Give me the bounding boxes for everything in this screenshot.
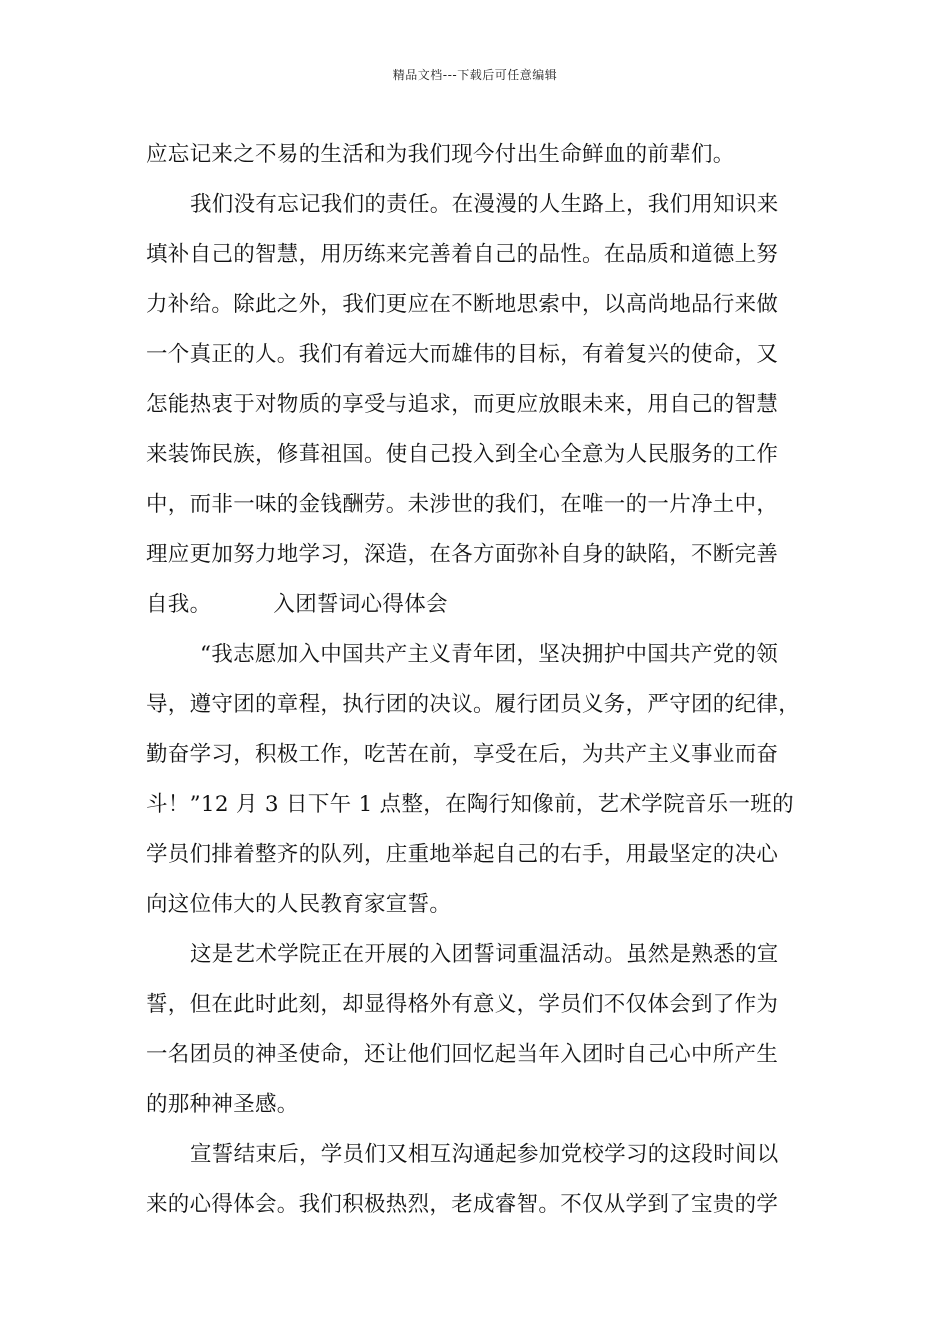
text-line: 导，遵守团的章程，执行团的决议。履行团员义务，严守团的纪律， bbox=[146, 692, 801, 717]
text-line: 中，而非一味的金钱酬劳。未涉世的我们，在唯一的一片净土中， bbox=[146, 492, 779, 517]
text-line: 这是艺术学院正在开展的入团誓词重温活动。虽然是熟悉的宣 bbox=[190, 942, 779, 967]
text-line: 填补自己的智慧，用历练来完善着自己的品性。在品质和道德上努 bbox=[146, 242, 779, 267]
text-line: 的那种神圣感。 bbox=[146, 1092, 299, 1117]
text-line: 向这位伟大的人民教育家宣誓。 bbox=[146, 892, 452, 917]
text-line: 来装饰民族，修葺祖国。使自己投入到全心全意为人民服务的工作 bbox=[146, 442, 779, 467]
paragraph-end: 自我。 bbox=[146, 592, 212, 617]
text-line: 一名团员的神圣使命，还让他们回忆起当年入团时自己心中所产生 bbox=[146, 1042, 779, 1067]
text-line: “我志愿加入中国共产主义青年团，坚决拥护中国共产党的领 bbox=[200, 642, 779, 667]
text-line: 理应更加努力地学习，深造，在各方面弥补自身的缺陷，不断完善 bbox=[146, 542, 779, 567]
text-line: 学员们排着整齐的队列，庄重地举起自己的右手，用最坚定的决心 bbox=[146, 842, 779, 867]
text-line: 我们没有忘记我们的责任。在漫漫的人生路上，我们用知识来 bbox=[190, 192, 779, 217]
text-line: 来的心得体会。我们积极热烈，老成睿智。不仅从学到了宝贵的学 bbox=[146, 1192, 779, 1217]
text-line: 一个真正的人。我们有着远大而雄伟的目标，有着复兴的使命，又 bbox=[146, 342, 779, 367]
document-body bbox=[146, 130, 826, 1230]
text-line: 誓，但在此时此刻，却显得格外有意义，学员们不仅体会到了作为 bbox=[146, 992, 779, 1017]
text-line: 怎能热衷于对物质的享受与追求，而更应放眼未来，用自己的智慧 bbox=[146, 392, 779, 417]
text-line: 应忘记来之不易的生活和为我们现今付出生命鲜血的前辈们。 bbox=[146, 142, 735, 167]
text-line: 斗！”12 月 3 日下午 1 点整，在陶行知像前，艺术学院音乐一班的 bbox=[146, 792, 794, 817]
text-line: 力补给。除此之外，我们更应在不断地思索中，以高尚地品行来做 bbox=[146, 292, 779, 317]
page-header: 精品文档---下载后可任意编辑 bbox=[392, 68, 558, 82]
section-title: 入团誓词心得体会 bbox=[273, 592, 448, 617]
text-line: 勤奋学习，积极工作，吃苦在前，享受在后，为共产主义事业而奋 bbox=[146, 742, 779, 767]
text-line bbox=[146, 580, 826, 630]
text-line: 宣誓结束后，学员们又相互沟通起参加党校学习的这段时间以 bbox=[190, 1142, 779, 1167]
